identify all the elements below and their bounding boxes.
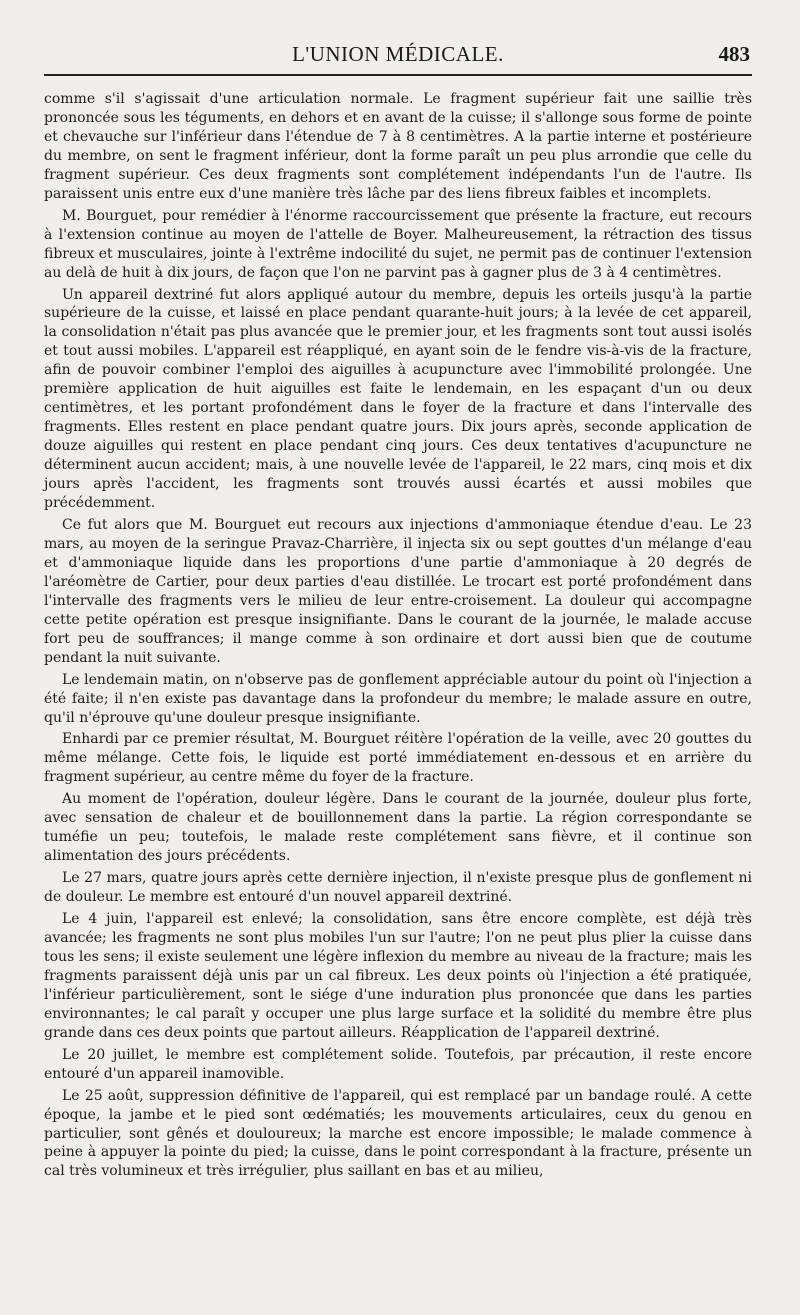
paragraph: Le 27 mars, quatre jours après cette dernière injection, il n'existe presque plus de gonflement ni de douleur. Le membre est entouré d'un nouvel appareil dextriné. xyxy=(44,870,752,906)
article-body xyxy=(44,90,752,1181)
paragraph: M. Bourguet, pour remédier à l'énorme raccourcissement que présente la fracture, eut recours à l'extension continue au moyen de l'attelle de Boyer. Malheureusement, la rétraction des tissus fibreux et musculaires, jointe à l'extrême indocilité du sujet, ne permit pas de continuer l'extension au delà de huit à dix jours, de façon que l'on ne parvint pas à gagner plus de 3 à 4 centimètres. xyxy=(44,207,752,281)
paragraph: Le lendemain matin, on n'observe pas de gonflement appréciable autour du point où l'injection a été faite; il n'en existe pas davantage dans la profondeur du membre; le malade assure en outre, qu'il n'éprouve qu'une douleur presque insignifiante. xyxy=(44,671,752,726)
paragraph: Enhardi par ce premier résultat, M. Bourguet réitère l'opération de la veille, avec 20 gouttes du même mélange. Cette fois, le liquide est porté immédiatement en-dessous et en arrière du fragment supérieur, au centre même du foyer de la fracture. xyxy=(44,731,752,786)
journal-title: L'UNION MÉDICALE. xyxy=(292,42,504,66)
paragraph: Au moment de l'opération, douleur légère. Dans le courant de la journée, douleur plus forte, avec sensation de chaleur et de bouillonnement dans la partie. La région correspondante se tuméfie un peu; toutefois, le malade reste complétement sans fièvre, et il continue son alimentation des jours précédents. xyxy=(44,791,752,865)
paragraph: comme s'il s'agissait d'une articulation normale. Le fragment supérieur fait une saillie très prononcée sous les téguments, en dehors et en avant de la cuisse; il s'allonge sous forme de pointe et chevauche sur l'inférieur dans l'étendue de 7 à 8 centimètres. A la partie interne et postérieure du membre, on sent le fragment inférieur, dont la forme paraît un peu plus arrondie que celle du fragment supérieur. Ces deux fragments sont complétement indépendants l'un de l'autre. Ils paraissent unis entre eux d'une manière très lâche par des liens fibreux faibles et incomplets. xyxy=(44,91,752,202)
paragraph: Le 20 juillet, le membre est complétement solide. Toutefois, par précaution, il reste encore entouré d'un appareil inamovible. xyxy=(44,1046,752,1082)
page-number: 483 xyxy=(718,42,750,66)
paragraph: Un appareil dextriné fut alors appliqué autour du membre, depuis les orteils jusqu'à la partie supérieure de la cuisse, et laissé en place pendant quarante-huit jours; à la levée de cet appareil, la consolidation n'était pas plus avancée que le premier jour, et les fragments sont tout aussi isolés et tout aussi mobiles. L'appareil est réappliqué, en ayant soin de le fendre vis-à-vis de la fracture, afin de pouvoir combiner l'emploi des aiguilles à acupuncture avec l'immobilité prolongée. Une première application de huit aiguilles est faite le lendemain, en les espaçant d'un ou deux centimètres, et les portant profondément dans le foyer de la fracture et dans l'intervalle des fragments. Elles restent en place pendant quatre jours. Dix jours après, seconde application de douze aiguilles qui restent en place pendant cinq jours. Ces deux tentatives d'acupuncture ne déterminent aucun accident; mais, à une nouvelle levée de l'appareil, le 22 mars, cinq mois et dix jours après l'accident, les fragments sont trouvés aussi écartés et aussi mobiles que précédemment. xyxy=(44,286,752,512)
paragraph: Le 25 août, suppression définitive de l'appareil, qui est remplacé par un bandage roulé. A cette époque, la jambe et le pied sont œdématiés; les mouvements articulaires, ceux du genou en particulier, sont gênés et douloureux; la marche est encore impossible; le malade commence à peine à appuyer la pointe du pied; la cuisse, dans le point correspondant à la fracture, présente un cal très volumineux et très irrégulier, plus saillant en bas et au milieu, xyxy=(44,1087,752,1180)
paragraph: Le 4 juin, l'appareil est enlevé; la consolidation, sans être encore complète, est déjà très avancée; les fragments ne sont plus mobiles l'un sur l'autre; l'on ne peut plus plier la cuisse dans tous les sens; il existe seulement une légère inflexion du membre au niveau de la fracture; mais les fragments paraissent déjà unis par un cal fibreux. Les deux points où l'injection a été pratiquée, l'inférieur particulièrement, sont le siége d'une induration plus prononcée que dans les parties environnantes; le cal paraît y occuper une plus large surface et la solidité du membre être plus grande dans ces deux points que partout ailleurs. Réapplication de l'appareil dextriné. xyxy=(44,911,752,1041)
paragraph: Ce fut alors que M. Bourguet eut recours aux injections d'ammoniaque étendue d'eau. Le 23 mars, au moyen de la seringue Pravaz-Charrière, il injecta six ou sept gouttes d'un mélange d'eau et d'ammoniaque liquide dans les proportions d'une partie d'ammoniaque à 20 degrés de l'aréomètre de Cartier, pour deux parties d'eau distillée. Le trocart est porté profondément dans l'intervalle des fragments vers le milieu de leur entre-croisement. La douleur qui accompagne cette petite opération est presque insignifiante. Dans le courant de la journée, le malade accuse fort peu de souffrances; il mange comme à son ordinaire et dort aussi bien que de coutume pendant la nuit suivante. xyxy=(44,516,752,666)
running-head xyxy=(44,38,752,68)
header-rule xyxy=(44,74,752,76)
